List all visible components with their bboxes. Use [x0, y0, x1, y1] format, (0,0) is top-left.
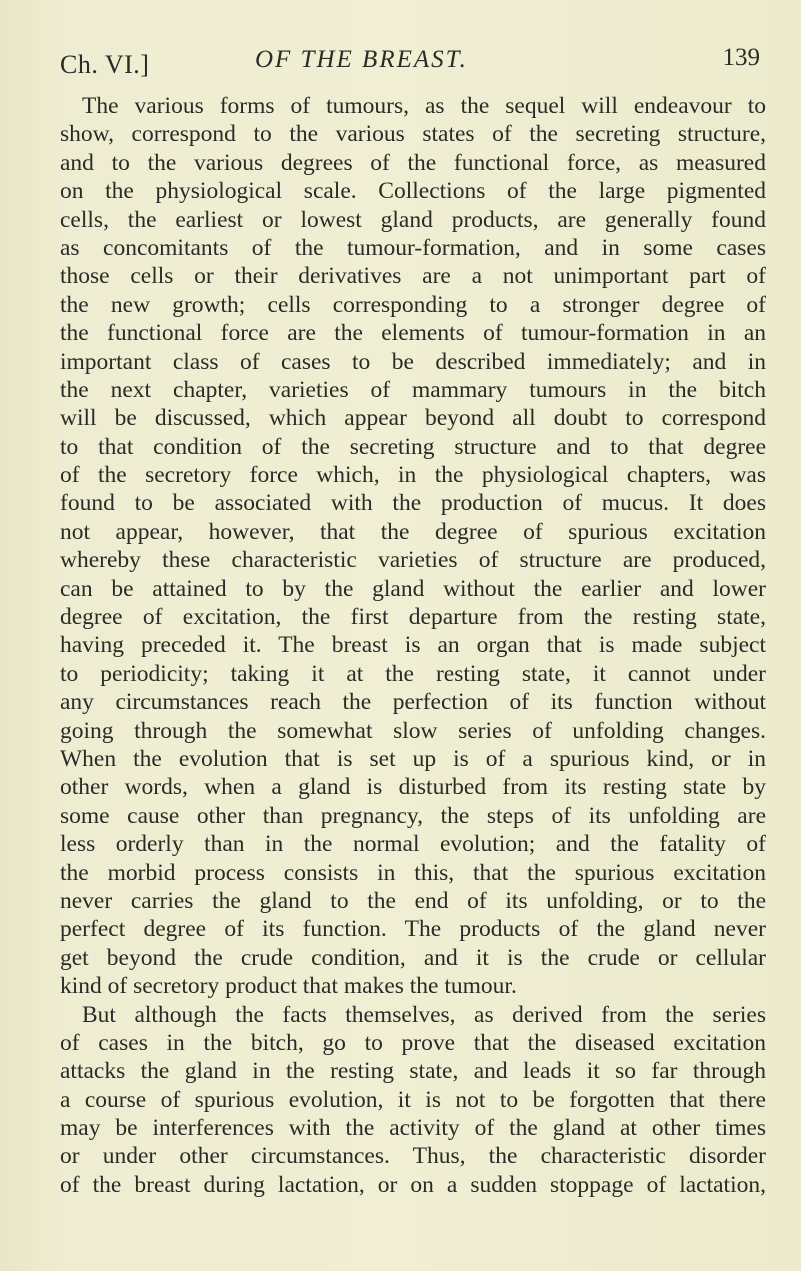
text-line: cells, the earliest or lowest gland products, are generally found: [60, 206, 766, 233]
text-line: not appear, however, that the degree of spurious excitation: [60, 518, 766, 545]
text-line: When the evolution that is set up is of a spurious kind, or in: [60, 745, 766, 772]
text-line: of the breast during lactation, or on a sudden stoppage of lactation,: [60, 1171, 766, 1198]
text-line: going through the somewhat slow series of unfolding changes.: [60, 717, 766, 744]
text-line: can be attained to by the gland without the earlier and lower: [60, 575, 766, 602]
text-line: some cause other than pregnancy, the steps of its unfolding are: [60, 802, 766, 829]
text-line: The various forms of tumours, as the sequel will endeavour to: [82, 93, 766, 119]
text-line: show, correspond to the various states of the secreting structure,: [60, 121, 766, 148]
text-line: a course of spurious evolution, it is not to be forgotten that there: [60, 1086, 766, 1113]
paragraph-1: [60, 92, 766, 1001]
running-title: OF THE BREAST.: [255, 46, 468, 73]
text-line: degree of excitation, the first departure from the resting state,: [60, 604, 766, 631]
text-line: and to the various degrees of the functional force, as measured: [60, 149, 766, 176]
text-line: important class of cases to be described immediately; and in: [60, 348, 766, 375]
text-line: found to be associated with the production of mucus. It does: [60, 490, 766, 517]
text-line: less orderly than in the normal evolution; and the fatality of: [60, 831, 766, 858]
text-line: to that condition of the secreting structure and to that degree: [60, 433, 766, 460]
text-line: of cases in the bitch, go to prove that the diseased excitation: [60, 1029, 766, 1056]
text-line: the morbid process consists in this, that the spurious excitation: [60, 859, 766, 886]
text-line: any circumstances reach the perfection of its function without: [60, 689, 766, 716]
text-line: perfect degree of its function. The products of the gland never: [60, 916, 766, 943]
text-line: to periodicity; taking it at the resting state, it cannot under: [60, 660, 766, 687]
text-line: the functional force are the elements of tumour-formation in an: [60, 320, 766, 347]
text-line: attacks the gland in the resting state, and leads it so far through: [60, 1058, 766, 1085]
text-line: whereby these characteristic varieties of structure are produced,: [60, 547, 766, 574]
text-line: having preceded it. The breast is an organ that is made subject: [60, 632, 766, 659]
text-line: get beyond the crude condition, and it is the crude or cellular: [60, 944, 766, 971]
text-line: never carries the gland to the end of its unfolding, or to the: [60, 887, 766, 914]
chapter-label: Ch. VI.]: [60, 50, 150, 79]
text-line: other words, when a gland is disturbed from its resting state by: [60, 774, 766, 801]
text-line: kind of secretory product that makes the tumour.: [60, 973, 517, 1000]
text-line: or under other circumstances. Thus, the characteristic disorder: [60, 1143, 766, 1170]
text-line: But although the facts themselves, as derived from the series: [82, 1001, 766, 1028]
page-number: 139: [722, 44, 760, 71]
page-header: [60, 40, 760, 86]
text-line: on the physiological scale. Collections of the large pigmented: [60, 178, 766, 205]
text-line: as concomitants of the tumour-formation, and in some cases: [60, 234, 766, 261]
text-line: of the secretory force which, in the physiological chapters, was: [60, 462, 766, 489]
paragraph-2: [60, 1001, 766, 1200]
text-line: those cells or their derivatives are a not unimportant part of: [60, 263, 766, 290]
text-line: will be discussed, which appear beyond all doubt to correspond: [60, 405, 766, 432]
body-text: [60, 92, 766, 1199]
text-line: may be interferences with the activity of the gland at other times: [60, 1115, 766, 1142]
text-line: the next chapter, varieties of mammary tumours in the bitch: [60, 376, 766, 403]
text-line: the new growth; cells corresponding to a stronger degree of: [60, 291, 766, 318]
